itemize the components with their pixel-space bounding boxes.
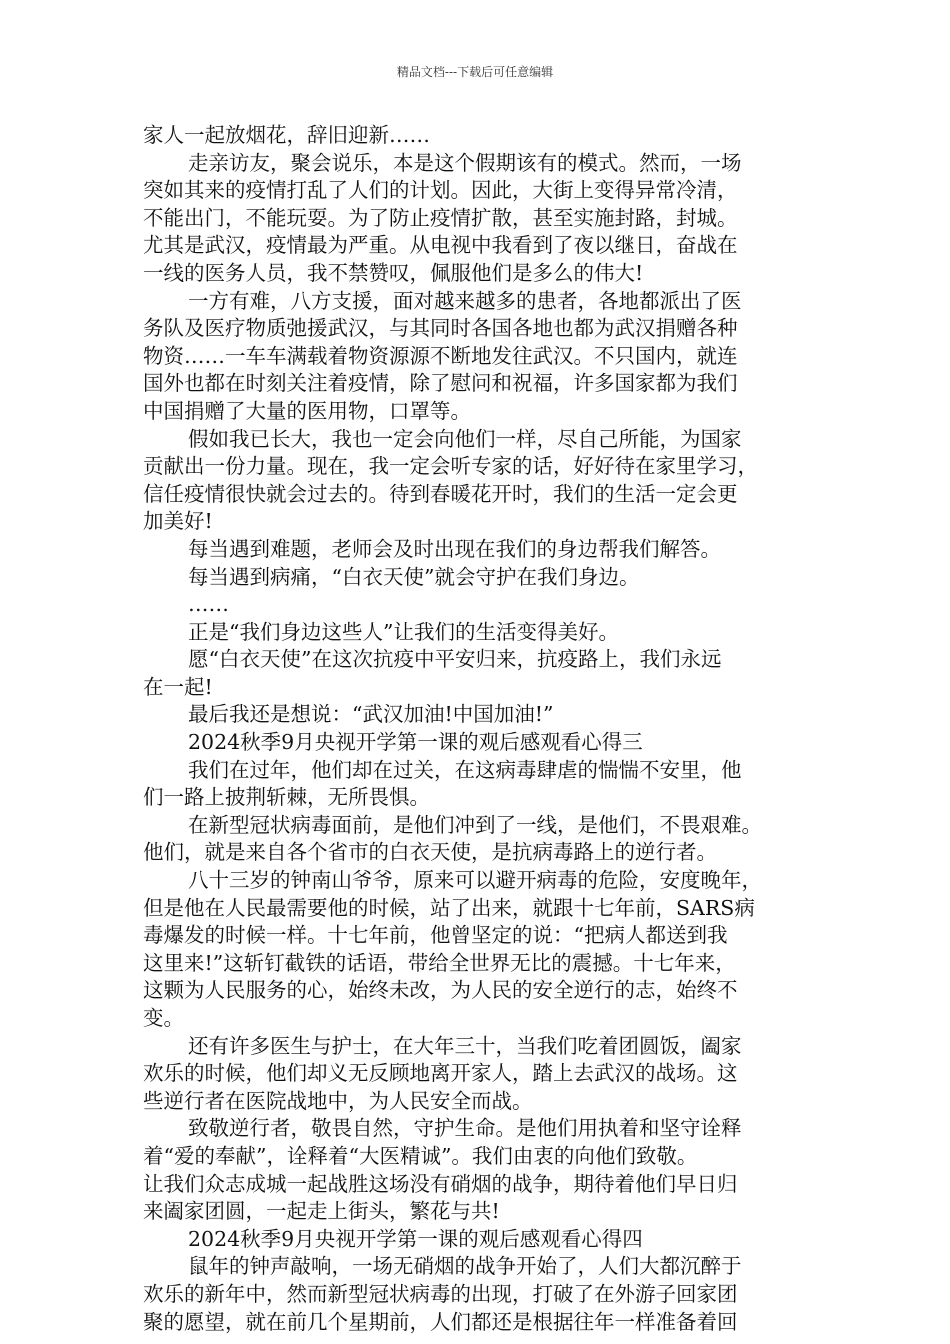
text-line: 突如其来的疫情打乱了人们的计划。因此，大街上变得异常冷清， [143,178,738,203]
text-line: 务队及医疗物质弛援武汉，与其同时各国各地也都为武汉捐赠各种 [143,316,738,341]
text-line: 每当遇到难题，老师会及时出现在我们的身边帮我们解答。 [188,536,721,561]
text-line: 正是“我们身边这些人”让我们的生活变得美好。 [188,619,619,644]
text-line: 信任疫情很快就会过去的。待到春暖花开时，我们的生活一定会更 [143,481,738,506]
text-line: 贡献出一份力量。现在，我一定会听专家的话，好好待在家里学习， [143,454,758,479]
text-line: 毒爆发的时候一样。十七年前，他曾坚定的说：“把病人都送到我 [143,923,728,948]
text-line: 但是他在人民最需要他的时候，站了出来，就跟十七年前，SARS病 [143,895,755,920]
text-line: 们一路上披荆斩棘，无所畏惧。 [143,785,430,810]
text-line: 变。 [143,1006,184,1030]
text-line: 欢乐的新年中，然而新型冠状病毒的出现，打破了在外游子回家团 [143,1281,738,1306]
text-line: 国外也都在时刻关注着疫情，除了慰问和祝福，许多国家都为我们 [143,371,738,396]
text-line: 最后我还是想说：“武汉加油!中国加油!” [188,702,554,727]
text-line: 些逆行者在医院战地中，为人民安全而战。 [143,1088,533,1113]
page-header: 精品文档---下载后可任意编辑 [396,65,554,79]
text-line: 他们，就是来自各个省市的白衣天使，是抗病毒路上的逆行者。 [143,840,717,865]
text-line: …… [188,592,229,617]
text-line: 一方有难，八方支援，面对越来越多的患者，各地都派出了医 [188,288,742,313]
text-line: 还有许多医生与护士，在大年三十，当我们吃着团圆饭，阖家 [188,1033,742,1058]
text-line: 在一起! [143,674,213,699]
text-line: 物资……一车车满载着物资源源不断地发往武汉。不只国内，就连 [143,343,738,368]
text-line: 致敬逆行者，敬畏自然，守护生命。是他们用执着和坚守诠释 [188,1116,742,1141]
text-line: 来阖家团圆，一起走上街头，繁花与共! [143,1199,500,1224]
text-line: 让我们众志成城一起战胜这场没有硝烟的战争，期待着他们早日归 [143,1171,738,1196]
text-line: 中国捐赠了大量的医用物，口罩等。 [143,398,471,423]
text-line: 八十三岁的钟南山爷爷，原来可以避开病毒的危险，安度晚年， [188,868,762,893]
text-line: 这颗为人民服务的心，始终未改，为人民的安全逆行的志，始终不 [143,978,738,1003]
text-line: 一线的医务人员，我不禁赞叹，佩服他们是多么的伟大! [143,260,644,285]
text-line: 聚的愿望，就在前几个星期前，人们都还是根据往年一样准备着回 [143,1309,738,1334]
text-line: 愿“白衣天使”在这次抗疫中平安归来，抗疫路上，我们永远 [188,647,722,672]
text-line: 2024秋季9月央视开学第一课的观后感观看心得四 [188,1226,643,1251]
text-line: 2024秋季9月央视开学第一课的观后感观看心得三 [188,730,643,755]
text-line: 在新型冠状病毒面前，是他们冲到了一线，是他们，不畏艰难。 [188,812,762,837]
text-line: 尤其是武汉，疫情最为严重。从电视中我看到了夜以继日，奋战在 [143,233,738,258]
text-line: 我们在过年，他们却在过关，在这病毒肆虐的惴惴不安里，他 [188,757,742,782]
text-line: 欢乐的时候，他们却义无反顾地离开家人，踏上去武汉的战场。这 [143,1061,738,1086]
document-body [143,122,829,1336]
text-line: 假如我已长大，我也一定会向他们一样，尽自己所能，为国家 [188,426,742,451]
text-line: 这里来!”这斩钉截铁的话语，带给全世界无比的震撼。十七年来， [143,950,736,975]
text-line: 家人一起放烟花，辞旧迎新…… [143,123,430,147]
text-line: 每当遇到病痛，“白衣天使”就会守护在我们身边。 [188,564,640,589]
text-line: 走亲访友，聚会说乐，本是这个假期该有的模式。然而，一场 [188,150,742,175]
text-line: 不能出门，不能玩耍。为了防止疫情扩散，甚至实施封路，封城。 [143,205,738,230]
text-line: 加美好! [143,509,213,534]
text-line: 鼠年的钟声敲响，一场无硝烟的战争开始了，人们大都沉醉于 [188,1254,742,1279]
text-line: 着“爱的奉献”，诠释着“大医精诚”。我们由衷的向他们致敬。 [143,1143,698,1168]
